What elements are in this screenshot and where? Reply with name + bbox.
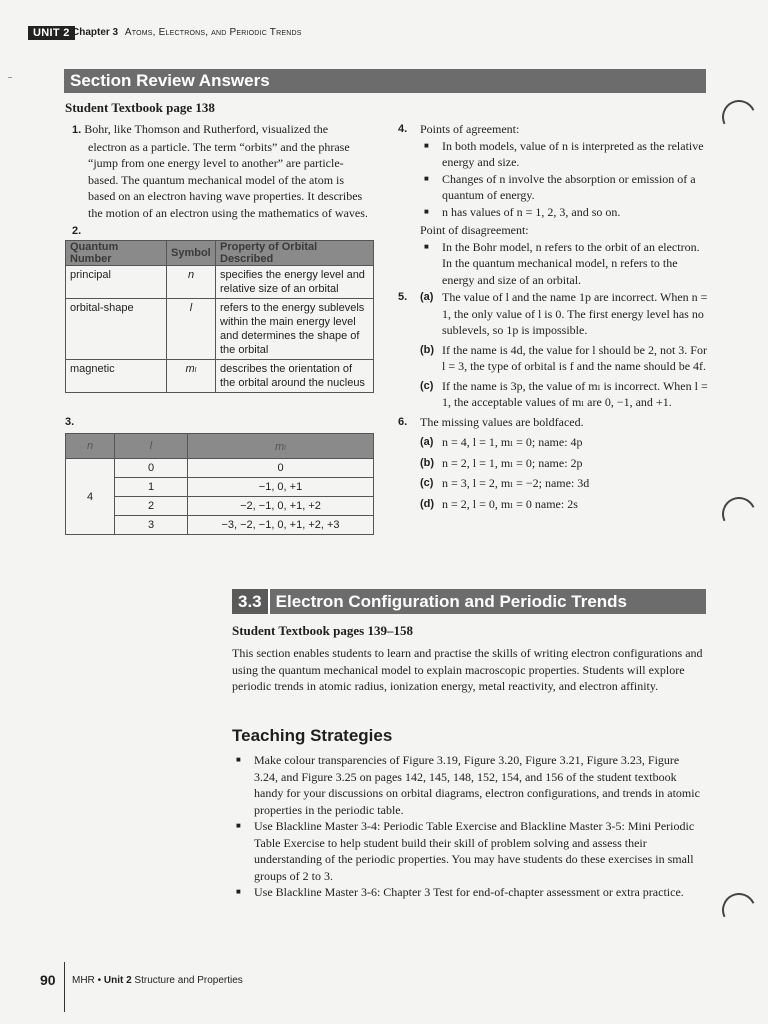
item-text: n = 2, l = 1, mₗ = 0; name: 2p [442, 455, 583, 470]
footer-unit-title: Structure and Properties [134, 975, 243, 986]
footer-unit: Unit 2 [103, 975, 132, 986]
agreement-heading: Points of agreement: [420, 122, 520, 136]
table-cell: principal [66, 266, 167, 299]
item-text: The value of l and the name 1p are incorrect. When n = 1, the only value of l is 0. The first energy level has no sublevels, so 1p is impossible. [442, 290, 708, 337]
table-row [66, 459, 374, 478]
list-item [420, 475, 710, 492]
section-title: Electron Configuration and Periodic Trends [275, 592, 628, 611]
page-number: 90 [40, 972, 56, 988]
item-label: (a) [420, 436, 434, 448]
orbital-values-table [65, 433, 374, 535]
chapter-title: Atoms, Electrons, and Periodic Trends [124, 27, 302, 38]
section-review-title: Section Review Answers [64, 69, 706, 93]
quantum-number-table [65, 240, 374, 393]
answer-6 [398, 414, 710, 513]
chapter-label: Chapter 3 [72, 27, 119, 38]
table-row [66, 266, 374, 299]
item-label: (c) [420, 477, 434, 489]
answer-5-number: 5. [398, 291, 408, 303]
teaching-strategies-heading: Teaching Strategies [232, 726, 393, 745]
item-text: If the name is 4d, the value for l should be 2, not 3. For l = 3, the type of orbital is f and the name should be 4f. [442, 342, 707, 373]
item-label: (d) [420, 497, 435, 510]
section-number: 3.3 [232, 589, 270, 614]
table-header: l [115, 434, 188, 459]
list-item [420, 496, 710, 513]
table-cell: −2, −1, 0, +1, +2 [188, 497, 374, 516]
chapter-header [72, 27, 302, 38]
item-label: (a) [420, 291, 434, 303]
table-cell: 0 [188, 459, 374, 478]
section-intro: This section enables students to learn and practise the skills of writing electron configurations and using the quantum mechanical model to explain macroscopic properties. Students will explore periodic trends in atomic radius, ionization energy, metal reactivity, and electron affinity. [232, 646, 703, 693]
item-text: n = 2, l = 0, mₗ = 0 name: 2s [442, 496, 578, 511]
footer-divider [64, 962, 65, 1012]
textbook-page-ref: Student Textbook page 138 [65, 100, 215, 115]
footer-text [72, 975, 243, 986]
answer-1-number: 1. [72, 124, 82, 136]
section-3-3-title [232, 589, 706, 614]
table-header: Property of Orbital Described [216, 241, 374, 266]
table-header: Quantum Number [66, 241, 167, 266]
item-label: (b) [420, 343, 435, 356]
binder-hole-icon [717, 95, 761, 139]
table-cell: magnetic [66, 360, 167, 393]
table-cell: −3, −2, −1, 0, +1, +2, +3 [188, 516, 374, 535]
table-header: mₗ [188, 434, 374, 459]
item-label: (b) [420, 456, 435, 469]
disagreement-heading: Point of disagreement: [420, 223, 529, 237]
item-text: n = 4, l = 1, mₗ = 0; name: 4p [442, 435, 583, 449]
list-item [420, 455, 710, 472]
table-row [66, 299, 374, 360]
item-label: (c) [420, 379, 434, 392]
answer-3-number: 3. [65, 416, 75, 428]
answer-1-text: Bohr, like Thomson and Rutherford, visualized the electron as a particle. The term “orbits” and the phrase “jump from one energy level to another” are particle-based. The quantum mechanical model of the atom is based on an electron having wave properties. It describes the motion of an electron using the mathematics of waves. [84, 122, 368, 220]
list-item: ■ n has values of n = 1, 2, 3, and so on. [420, 204, 710, 221]
table-cell: n [167, 266, 216, 299]
answer-6-heading: The missing values are boldfaced. [420, 414, 584, 429]
table-cell: refers to the energy sublevels within the main energy level and determines the shape of the orbital [216, 299, 374, 360]
unit-badge: UNIT 2 [28, 26, 75, 40]
list-item [420, 434, 710, 451]
table-cell: orbital-shape [66, 299, 167, 360]
list-item [420, 342, 710, 375]
footer-separator: • [97, 975, 102, 986]
answer-6-number: 6. [398, 415, 408, 428]
table-cell-n: 4 [66, 459, 115, 535]
table-cell: describes the orientation of the orbital around the nucleus [216, 360, 374, 393]
margin-mark [8, 77, 12, 78]
list-item [420, 378, 710, 411]
item-text: If the name is 3p, the value of mₗ is incorrect. When l = 1, the acceptable values of mₗ are 0, −1, and +1. [442, 378, 708, 409]
table-header: Symbol [167, 241, 216, 266]
table-row [66, 360, 374, 393]
table-cell: −1, 0, +1 [188, 478, 374, 497]
list-item: ■ In the Bohr model, n refers to the orbit of an electron. In the quantum mechanical model, n refers to the energy and size of an orbital. [420, 239, 710, 289]
list-item: ■ In both models, value of n is interpreted as the relative energy and size. [420, 138, 710, 171]
table-cell: specifies the energy level and relative size of an orbital [216, 266, 374, 299]
binder-hole-icon [717, 492, 761, 536]
answers-4-6 [398, 121, 710, 512]
list-item: ■ Make colour transparencies of Figure 3.19, Figure 3.20, Figure 3.21, Figure 3.23, Figure 3.24, and Figure 3.25 on pages 142, 145, 148, 152, 154, and 156 of the student textbook handy for your discussions on orbital diagrams, electron configurations, and trends in atomic properties in the periodic table. [232, 752, 704, 818]
table-cell: l [167, 299, 216, 360]
publisher: MHR [72, 975, 95, 986]
answer-4 [398, 121, 710, 288]
list-item: ■ Use Blackline Master 3-4: Periodic Table Exercise and Blackline Master 3-5: Mini Periodic Table Exercise to help student build their skill of problem solving and assess their understanding of the periodic properties. You may have students do these exercises in small groups of 2 to 3. [232, 818, 704, 884]
item-text: n = 3, l = 2, mₗ = −2; name: 3d [442, 476, 590, 490]
table-cell: 1 [115, 478, 188, 497]
answer-1 [72, 121, 368, 221]
list-item: ■ Changes of n involve the absorption or emission of a quantum of energy. [420, 171, 710, 204]
list-item: ■ Use Blackline Master 3-6: Chapter 3 Test for end-of-chapter assessment or extra practice. [232, 884, 704, 901]
answer-4-number: 4. [398, 123, 408, 135]
table-header: n [66, 434, 115, 459]
list-item [420, 289, 710, 339]
table-cell: 2 [115, 497, 188, 516]
teaching-strategies-list [232, 752, 704, 901]
answer-2-number: 2. [72, 225, 82, 237]
answer-5 [398, 289, 710, 411]
textbook-pages-ref: Student Textbook pages 139–158 [232, 623, 413, 638]
table-cell: mₗ [167, 360, 216, 393]
binder-hole-icon [717, 888, 761, 932]
table-cell: 3 [115, 516, 188, 535]
table-cell: 0 [115, 459, 188, 478]
